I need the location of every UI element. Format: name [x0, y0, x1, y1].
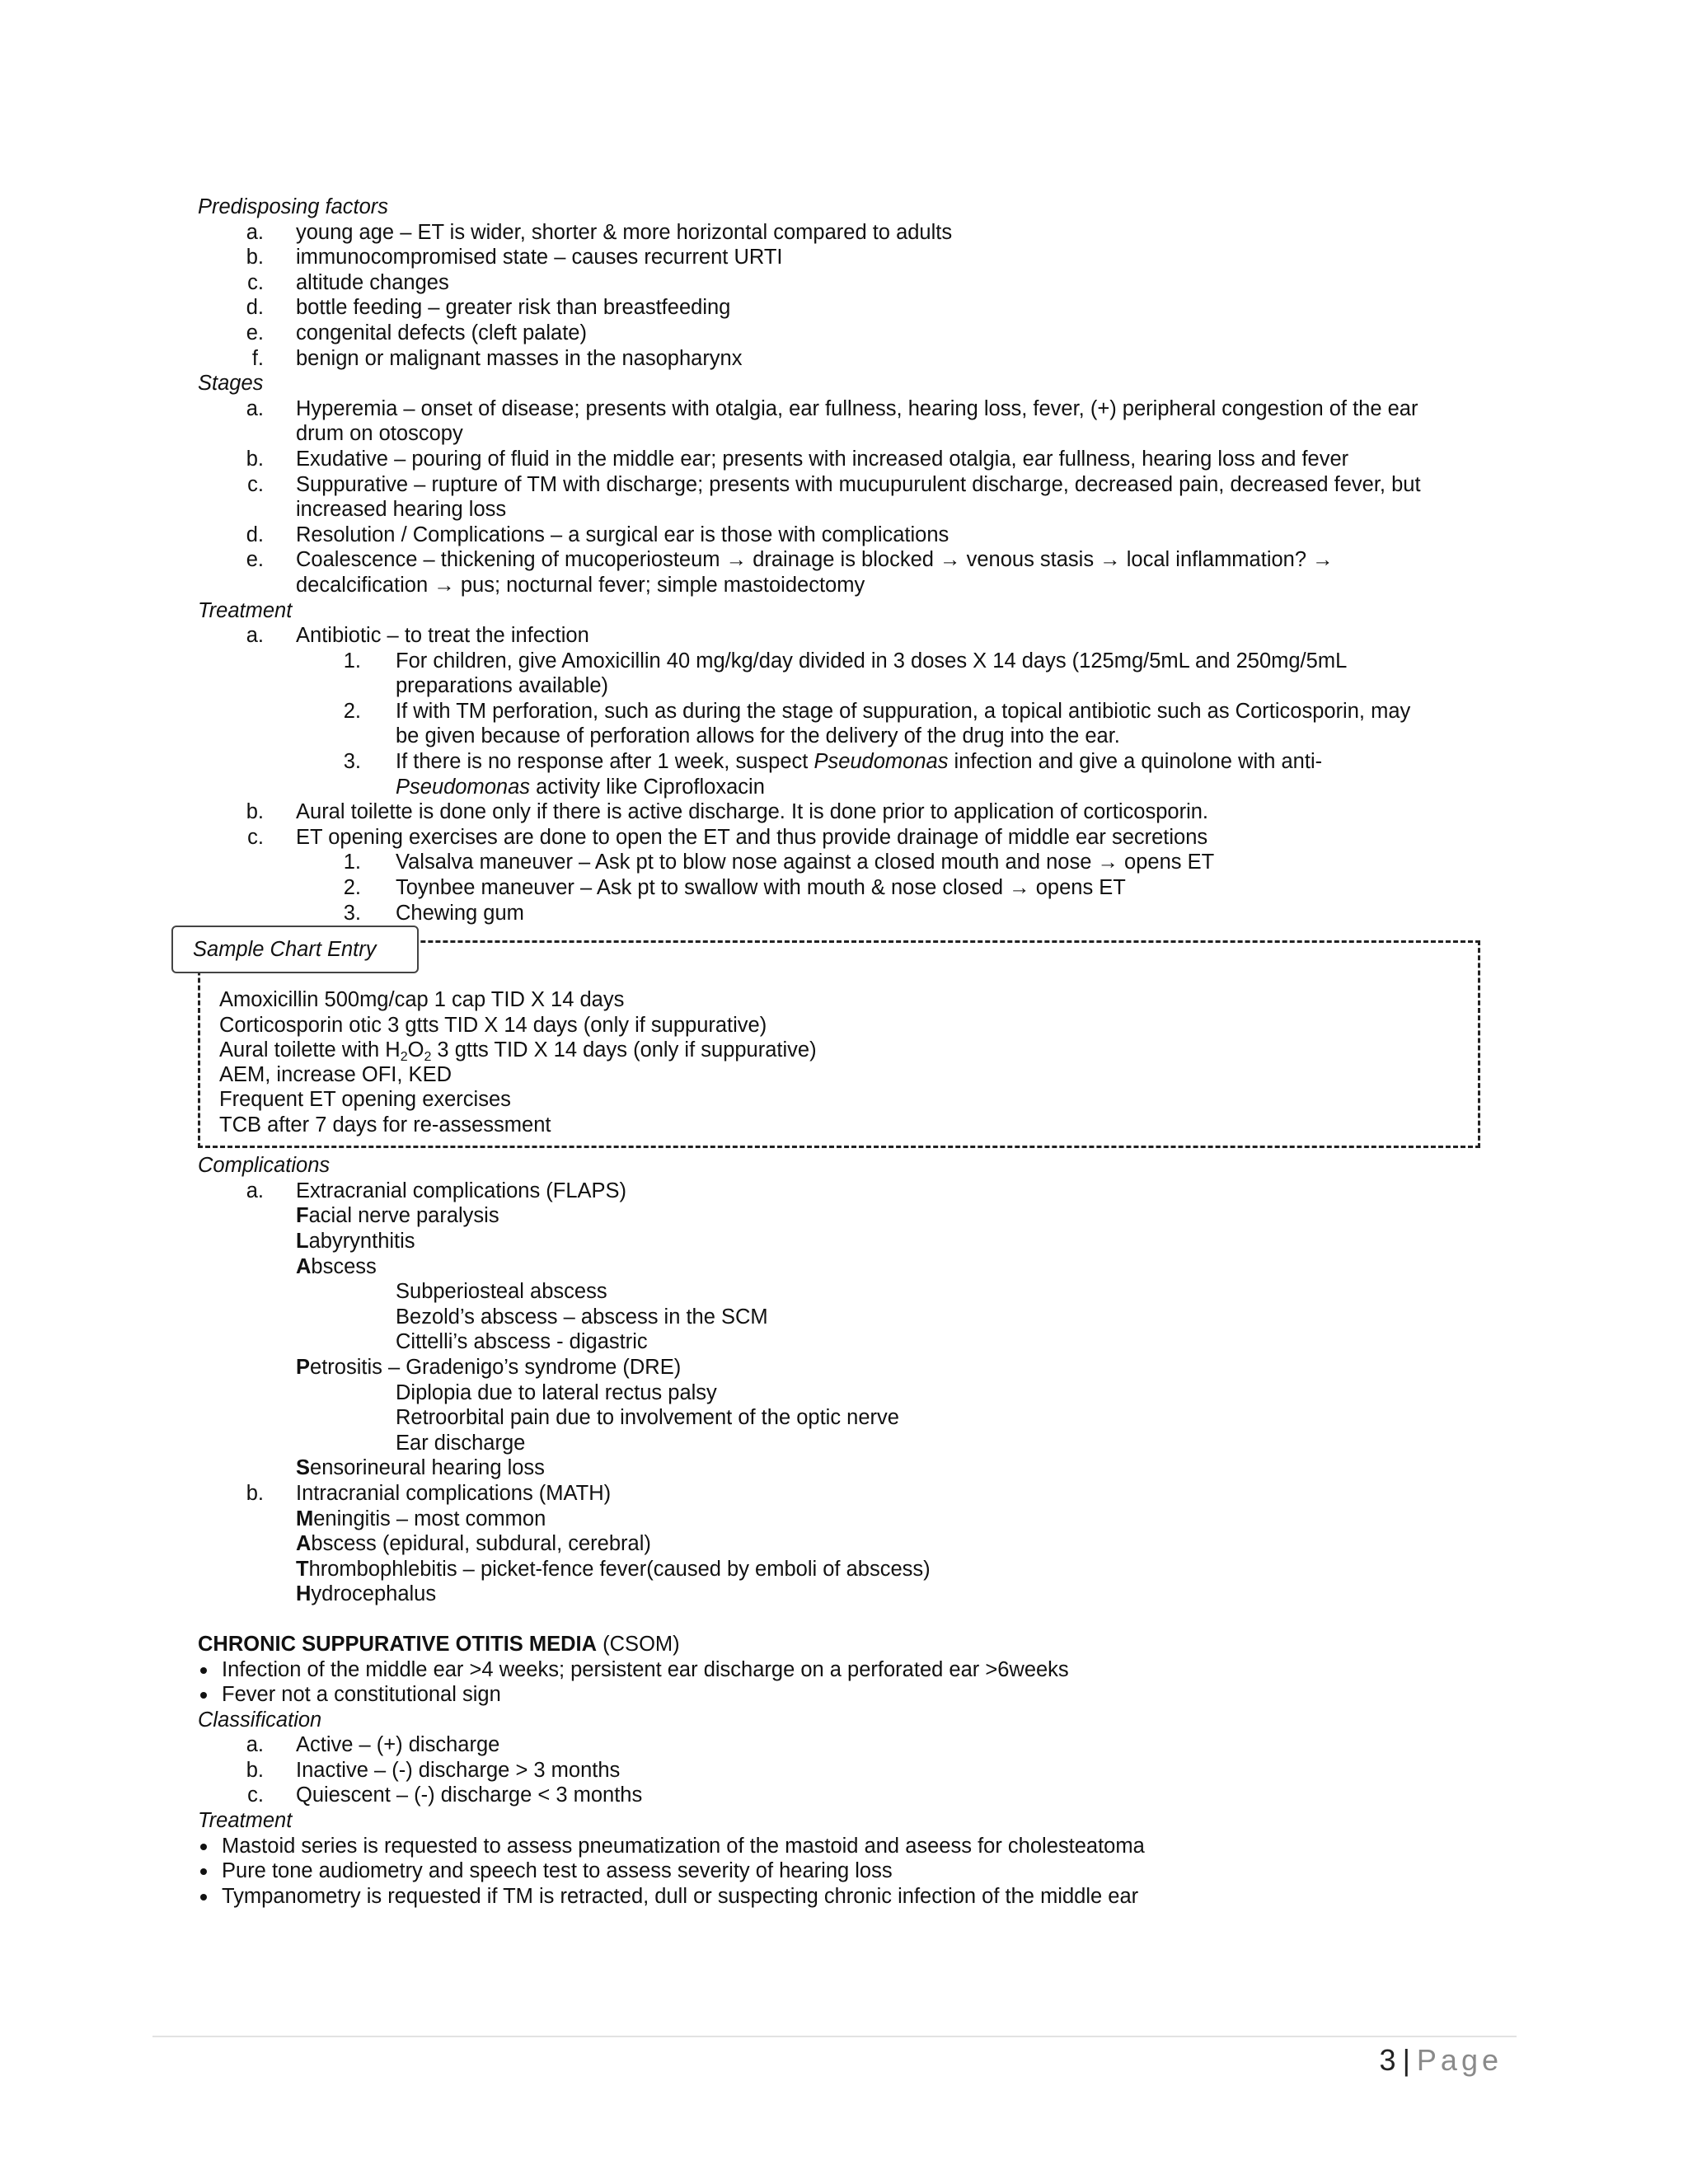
chart-entry-line: Amoxicillin 500mg/cap 1 cap TID X 14 days [219, 988, 625, 1012]
page-footer [1380, 2043, 1503, 2078]
chart-entry-tab [171, 926, 419, 973]
bullet-item: Mastoid series is requested to assess pneumatization of the mastoid and aseess for cholesteatoma [198, 1834, 1517, 1859]
mnemonic-sub-item: Retroorbital pain due to involvement of the optic nerve [396, 1406, 899, 1430]
list-item: e. congenital defects (cleft palate) [246, 321, 587, 344]
mnemonic-item: Facial nerve paralysis [296, 1204, 499, 1228]
list-item: b. Intracranial complications (MATH) [246, 1481, 612, 1505]
mnemonic-sub-item: Ear discharge [396, 1431, 526, 1455]
chart-entry-line: Aural toilette with $H_2O_2$ 3 gtts TID X 14 days (only if suppurative) [219, 1038, 817, 1064]
sub-list-item-continuation: Pseudomonas activity like Ciprofloxacin [396, 775, 765, 799]
csom-heading: CHRONIC SUPPURATIVE OTITIS MEDIA (CSOM) [198, 1632, 680, 1656]
footer-divider [152, 2036, 1517, 2037]
section-title-classification: Classification [198, 1708, 322, 1732]
list-item: a. Antibiotic – to treat the infection [246, 624, 589, 648]
sub-list-item-continuation: be given because of perforation allows for the delivery of the drug into the ear. [396, 724, 1120, 748]
mnemonic-sub-item: Diplopia due to lateral rectus palsy [396, 1380, 717, 1404]
bullet-item: Infection of the middle ear >4 weeks; persistent ear discharge on a perforated ear >6weeks [198, 1657, 1517, 1683]
list-item: c. Suppurative – rupture of TM with discharge; presents with mucupurulent discharge, decreased pain, decreased fever, but [247, 472, 1421, 496]
mnemonic-sub-item: Cittelli’s abscess - digastric [396, 1330, 648, 1354]
list-item: e. Coalescence – thickening of mucoperiosteum → drainage is blocked → venous stasis → local inflammation? → [246, 548, 1334, 572]
chart-entry-line: TCB after 7 days for re-assessment [219, 1113, 551, 1137]
sub-list-item: 2. Toynbee maneuver – Ask pt to swallow with mouth & nose closed → opens ET [343, 876, 1126, 900]
sub-list-item-continuation: preparations available) [396, 674, 608, 698]
sub-list-item: 1. For children, give Amoxicillin 40 mg/kg/day divided in 3 doses X 14 days (125mg/5mL and 250mg/5mL [343, 649, 1348, 673]
list-item: b. Exudative – pouring of fluid in the middle ear; presents with increased otalgia, ear fullness, hearing loss and fever [246, 447, 1349, 471]
list-item: a. Hyperemia – onset of disease; presents with otalgia, ear fullness, hearing loss, fever, (+) peripheral congestion of the ear [246, 396, 1418, 420]
sample-chart-entry [193, 926, 1517, 1165]
section-title-stages: Stages [198, 372, 264, 396]
section-title-predisposing: Predisposing factors [198, 195, 389, 218]
list-item: a. Extracranial complications (FLAPS) [246, 1179, 627, 1202]
page-content [193, 194, 1517, 1909]
page-word: Page [1416, 2043, 1503, 2077]
list-item: d. bottle feeding – greater risk than breastfeeding [246, 296, 731, 320]
chart-entry-line: Frequent ET opening exercises [219, 1088, 511, 1112]
chart-entry-tab-label: Sample Chart Entry [193, 938, 377, 962]
mnemonic-item: Meningitis – most common [296, 1507, 546, 1530]
list-item: a. Active – (+) discharge [246, 1733, 500, 1757]
list-item-continuation: increased hearing loss [296, 498, 507, 522]
section-title-treatment: Treatment [198, 598, 293, 622]
chart-entry-line: AEM, increase OFI, KED [219, 1063, 452, 1087]
list-item: b. Aural toilette is done only if there is active discharge. It is done prior to application of corticosporin. [246, 800, 1208, 824]
section-title-complications: Complications [198, 1154, 331, 1178]
bullet-item: Tympanometry is requested if TM is retracted, dull or suspecting chronic infection of the middle ear [198, 1884, 1517, 1910]
list-item: c. ET opening exercises are done to open the ET and thus provide drainage of middle ear secretions [247, 825, 1208, 849]
page-number: 3 [1379, 2043, 1396, 2077]
sub-list-item: 1. Valsalva maneuver – Ask pt to blow nose against a closed mouth and nose → opens ET [343, 851, 1215, 874]
mnemonic-item: Sensorineural hearing loss [296, 1456, 545, 1480]
bullet-item: Fever not a constitutional sign [198, 1682, 1517, 1708]
sub-list-item: 3. If there is no response after 1 week, suspect Pseudomonas infection and give a quinolone with anti- [343, 750, 1323, 774]
list-item: c. altitude changes [247, 270, 449, 294]
mnemonic-item: Abscess (epidural, subdural, cerebral) [296, 1532, 651, 1556]
mnemonic-item: Petrositis – Gradenigo’s syndrome (DRE) [296, 1355, 682, 1379]
list-item: a. young age – ET is wider, shorter & more horizontal compared to adults [246, 220, 953, 244]
list-item: f. benign or malignant masses in the nasopharynx [251, 346, 743, 370]
mnemonic-item: Labyrynthitis [296, 1230, 415, 1253]
mnemonic-item: Hydrocephalus [296, 1582, 437, 1606]
list-item: b. Inactive – (-) discharge > 3 months [246, 1758, 621, 1782]
list-item: b. immunocompromised state – causes recurrent URTI [246, 246, 783, 269]
list-item-continuation: decalcification → pus; nocturnal fever; simple mastoidectomy [296, 573, 865, 597]
mnemonic-sub-item: Subperiosteal abscess [396, 1280, 607, 1304]
chart-entry-lines [219, 987, 817, 1137]
list-item: c. Quiescent – (-) discharge < 3 months [247, 1783, 643, 1807]
list-item: d. Resolution / Complications – a surgical ear is those with complications [246, 523, 950, 546]
sub-list-item: 3. Chewing gum [343, 901, 524, 925]
mnemonic-sub-item: Bezold’s abscess – abscess in the SCM [396, 1305, 768, 1329]
section-title-csom-treatment: Treatment [198, 1809, 293, 1833]
mnemonic-item: Thrombophlebitis – picket-fence fever(caused by emboli of abscess) [296, 1557, 931, 1581]
list-item-continuation: drum on otoscopy [296, 422, 463, 446]
footer-separator: | [1402, 2043, 1410, 2077]
sub-list-item: 2. If with TM perforation, such as during the stage of suppuration, a topical antibiotic such as Corticosporin, may [343, 699, 1411, 723]
chart-entry-line: Corticosporin otic 3 gtts TID X 14 days (only if suppurative) [219, 1013, 767, 1037]
mnemonic-item: Abscess [296, 1254, 377, 1278]
bullet-item: Pure tone audiometry and speech test to assess severity of hearing loss [198, 1858, 1517, 1884]
